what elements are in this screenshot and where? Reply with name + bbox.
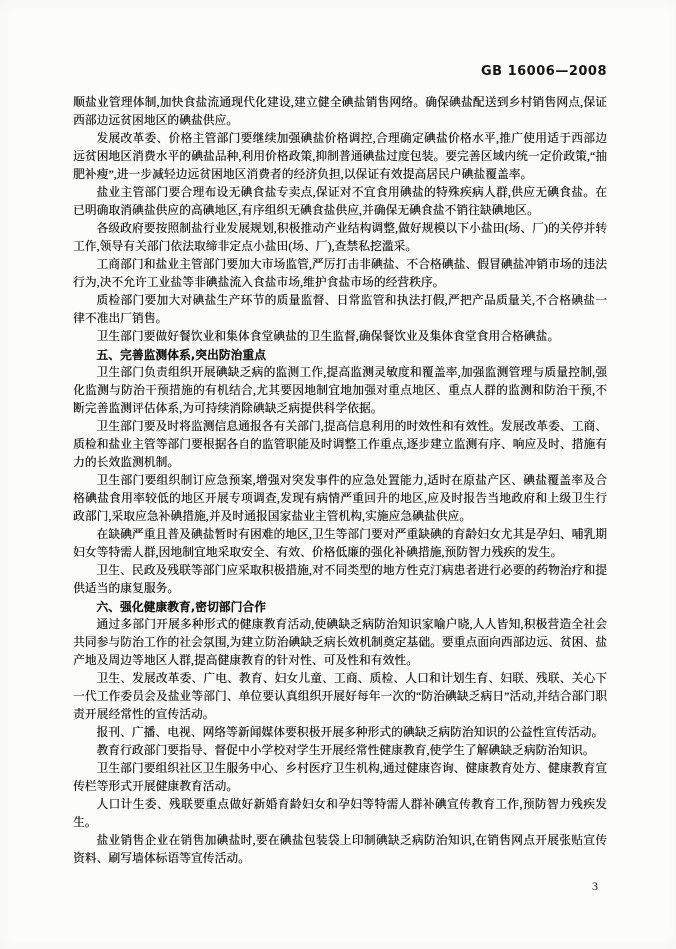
paragraph: 卫生部门负责组织开展碘缺乏病的监测工作,提高监测灵敏度和覆盖率,加强监测管理与质量控制,强化监测与防治干预措施的有机结合,尤其要因地制宜地加强对重点地区、重点人群的监测和防治干预,不断完善监测评估体系,为可持续消除碘缺乏病提供科学依据。 [73, 366, 607, 415]
paragraph: 卫生、民政及残联等部门应采取积极措施,对不同类型的地方性克汀病患者进行必要的药物治疗和提供适当的康复服务。 [73, 564, 607, 595]
paragraph: 质检部门要加大对碘盐生产环节的质量监督、日常监管和执法打假,严把产品质量关,不合格碘盐一律不准出厂销售。 [73, 294, 607, 325]
paragraph: 盐业主管部门要合理布设无碘食盐专卖点,保证对不宜食用碘盐的特殊疾病人群,供应无碘食盐。在已明确取消碘盐供应的高碘地区,有序组织无碘食盐供应,并确保无碘食盐不销往缺碘地区。 [73, 186, 607, 217]
page-number: 3 [592, 879, 598, 893]
page-footer [592, 879, 598, 894]
paragraph: 各级政府要按照制盐行业发展规划,积极推动产业结构调整,做好规模以下小盐田(场、厂)的关停并转工作,领导有关部门依法取缔非定点小盐田(场、厂),查禁私挖滥采。 [73, 222, 607, 253]
paragraph: 工商部门和盐业主管部门要加大市场监管,严厉打击非碘盐、不合格碘盐、假冒碘盐冲销市场的违法行为,决不允许工业盐等非碘盐流入食盐市场,维护食盐市场的经营秩序。 [73, 258, 607, 289]
paragraph: 卫生部门要组织制订应急预案,增强对突发事件的应急处置能力,适时在原盐产区、碘盐覆盖率及合格碘盐食用率较低的地区开展专项调查,发现有病情严重回升的地区,应及时报告当地政府和上级卫生行政部门,采取应急补碘措施,并及时通报国家盐业主管机构,实施应急碘盐供应。 [73, 474, 607, 523]
section-heading: 五、完善监测体系,突出防治重点 [96, 348, 266, 362]
paragraph: 盐业销售企业在销售加碘盐时,要在碘盐包装袋上印制碘缺乏病防治知识,在销售网点开展张贴宣传资料、刷写墙体标语等宣传活动。 [73, 834, 607, 865]
paragraph: 发展改革委、价格主管部门要继续加强碘盐价格调控,合理确定碘盐价格水平,推广使用适于西部边远贫困地区消费水平的碘盐品种,利用价格政策,抑制普通碘盐过度包装。要完善区域内统一定价政策,“抽肥补瘦”,进一步减轻边远贫困地区消费者的经济负担,以保证有效提高居民户碘盐覆盖率。 [73, 132, 607, 181]
paragraph: 卫生部门要组织社区卫生服务中心、乡村医疗卫生机构,通过健康咨询、健康教育处方、健康教育宣传栏等形式开展健康教育活动。 [73, 762, 607, 793]
paragraph: 卫生部门要做好餐饮业和集体食堂碘盐的卫生监督,确保餐饮业及集体食堂食用合格碘盐。 [96, 330, 560, 343]
document-body [73, 94, 607, 868]
paragraph: 报刊、广播、电视、网络等新闻媒体要积极开展多种形式的碘缺乏病防治知识的公益性宣传活动。 [96, 726, 604, 739]
paragraph: 教育行政部门要指导、督促中小学校对学生开展经常性健康教育,使学生了解碘缺乏病防治知识。 [96, 744, 595, 757]
paragraph: 卫生、发展改革委、广电、教育、妇女儿童、工商、质检、人口和计划生育、妇联、残联、关心下一代工作委员会及盐业等部门、单位要认真组织开展好每年一次的“防治碘缺乏病日”活动,并结合部门职责开展经常性的宣传活动。 [73, 672, 607, 721]
section-heading: 六、强化健康教育,密切部门合作 [96, 600, 266, 614]
paragraph: 在缺碘严重且普及碘盐暂时有困难的地区,卫生等部门要对严重缺碘的育龄妇女尤其是孕妇、哺乳期妇女等特需人群,因地制宜地采取安全、有效、价格低廉的强化补碘措施,预防智力残疾的发生。 [73, 528, 607, 559]
paragraph: 顺盐业管理体制,加快食盐流通现代化建设,建立健全碘盐销售网络。确保碘盐配送到乡村销售网点,保证西部边远贫困地区的碘盐供应。 [73, 96, 607, 127]
paragraph: 人口计生委、残联要重点做好新婚育龄妇女和孕妇等特需人群补碘宣传教育工作,预防智力残疾发生。 [73, 798, 607, 829]
page-header [73, 64, 607, 82]
paragraph: 通过多部门开展多种形式的健康教育活动,使碘缺乏病防治知识家喻户晓,人人皆知,积极营造全社会共同参与防治工作的社会氛围,为建立防治碘缺乏病长效机制奠定基础。要重点面向西部边远、贫困、盐产地及周边等地区人群,提高健康教育的针对性、可及性和有效性。 [73, 618, 607, 667]
standard-number: GB 16006—2008 [480, 64, 607, 79]
paragraph: 卫生部门要及时将监测信息通报各有关部门,提高信息利用的时效性和有效性。发展改革委、工商、质检和盐业主管等部门要根据各自的监管职能及时调整工作重点,逐步建立监测有序、响应及时、措施有力的长效监测机制。 [73, 420, 607, 469]
